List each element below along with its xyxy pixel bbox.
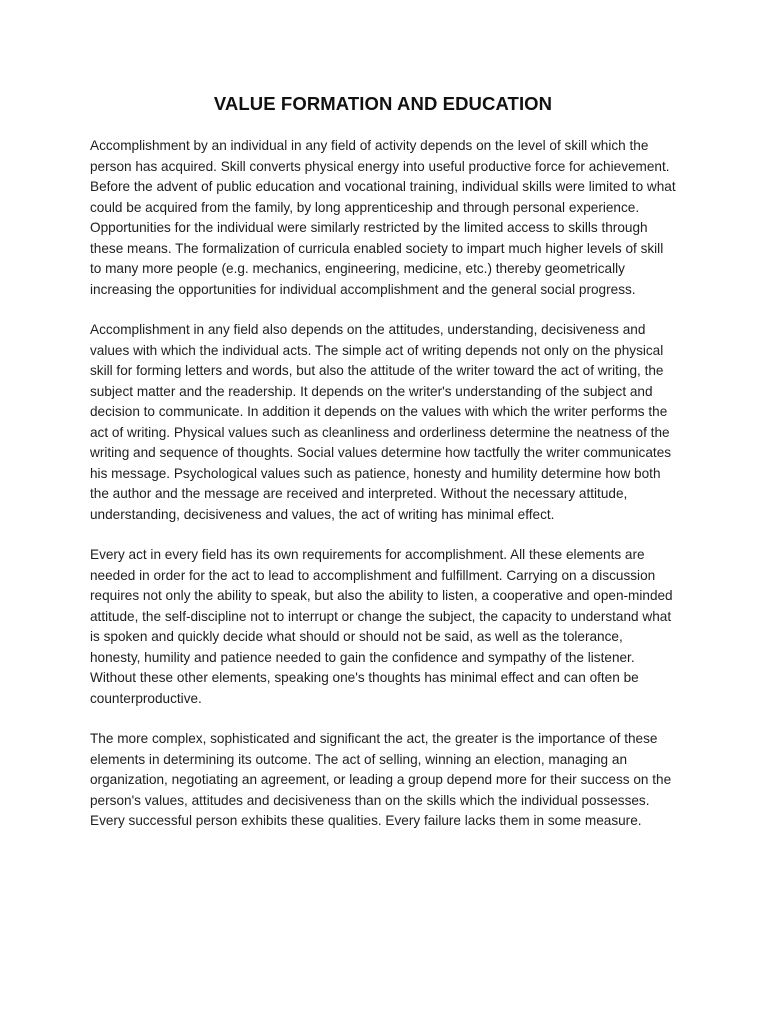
document-page: [90, 92, 676, 852]
paragraph-2: Accomplishment in any field also depends on the attitudes, understanding, decisiveness and values with which the individual acts. The simple act of writing depends not only on the physical skill for forming letters and words, but also the attitude of the writer toward the act of writing, the subject matter and the readership. It depends on the writer's understanding of the subject and decision to communicate. In addition it depends on the values with which the writer performs the act of writing. Physical values such as cleanliness and orderliness determine the neatness of the writing and sequence of thoughts. Social values determine how tactfully the writer communicates his message. Psychological values such as patience, honesty and humility determine how both the author and the message are received and interpreted. Without the necessary attitude, understanding, decisiveness and values, the act of writing has minimal effect.: [90, 322, 672, 522]
document-title: VALUE FORMATION AND EDUCATION: [213, 93, 553, 114]
paragraph-1: Accomplishment by an individual in any field of activity depends on the level of skill which the person has acquired. Skill converts physical energy into useful productive force for achievement. Before the advent of public education and vocational training, individual skills were limited to what could be acquired from the family, by long apprenticeship and through personal experience. Opportunities for the individual were similarly restricted by the limited access to skills through these means. The formalization of curricula enabled society to impart much higher levels of skill to many more people (e.g. mechanics, engineering, medicine, etc.) thereby geometrically increasing the opportunities for individual accomplishment and the general social progress.: [90, 138, 676, 297]
paragraph-3: Every act in every field has its own requirements for accomplishment. All these elements are needed in order for the act to lead to accomplishment and fulfillment. Carrying on a discussion requires not only the ability to speak, but also the ability to listen, a cooperative and open-minded attitude, the self-discipline not to interrupt or change the subject, the capacity to understand what is spoken and quickly decide what should or should not be said, as well as the tolerance, honesty, humility and patience needed to gain the confidence and sympathy of the listener. Without these other elements, speaking one's thoughts has minimal effect and can often be counterproductive.: [90, 547, 673, 706]
paragraph-4: The more complex, sophisticated and significant the act, the greater is the importance of these elements in determining its outcome. The act of selling, winning an election, managing an organization, negotiating an agreement, or leading a group depend more for their success on the person's values, attitudes and decisiveness than on the skills which the individual possesses. Every successful person exhibits these qualities. Every failure lacks them in some measure.: [90, 731, 672, 828]
